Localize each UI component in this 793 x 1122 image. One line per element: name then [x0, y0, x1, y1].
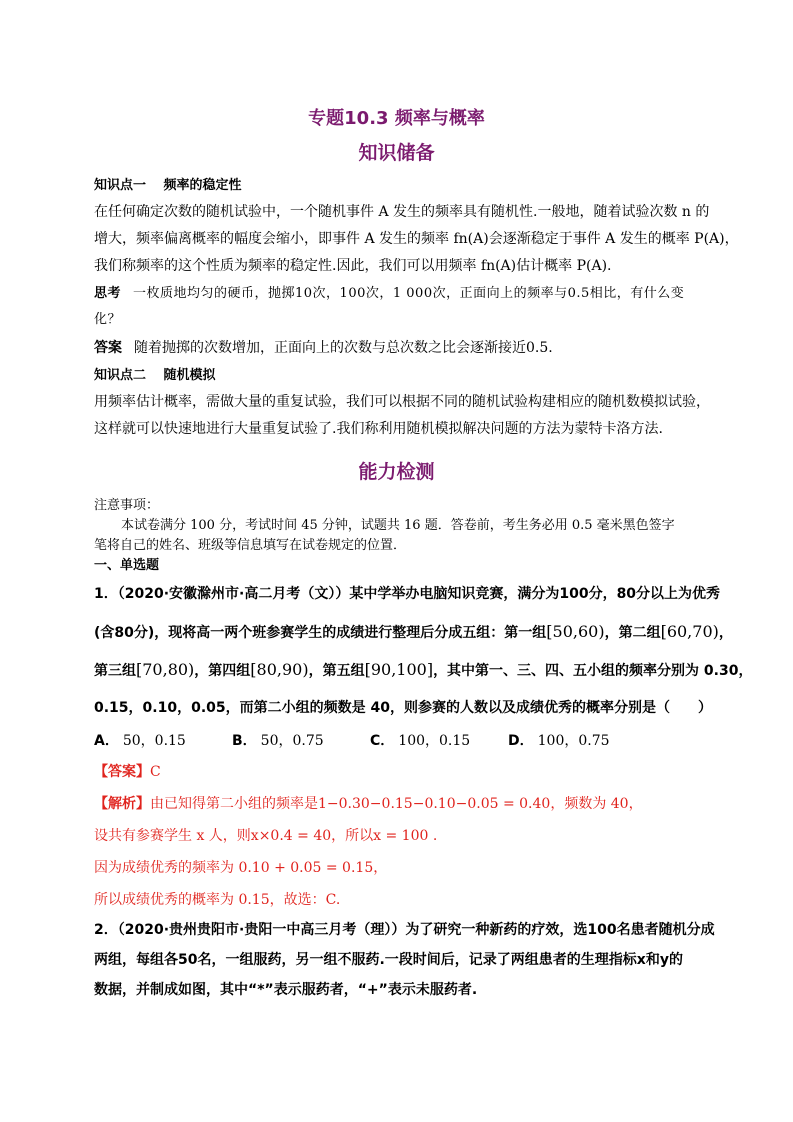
analysis-line: 【解析】由已知得第二小组的频率是1−0.30−0.15−0.10−0.05 = 0.40，频数为 40， [94, 796, 643, 812]
question-1-line: 第三组[70,80)，第四组[80,90)，第五组[90,100]，其中第一、三、四、五小组的频率分别为 0.30， [94, 660, 753, 679]
answer-label: 答案 [94, 340, 122, 356]
notes-line: 笔将自己的姓名、班级等信息填写在试卷规定的位置． [94, 538, 407, 553]
option-c[interactable]: C． 100，0.15 [370, 733, 471, 749]
knowledge-point-1-line: 增大，频率偏离概率的幅度会缩小，即事件 A 发生的频率 fn(A)会逐渐稳定于事件 A 发生的概率 P(A)， [94, 231, 739, 247]
notes-line: 本试卷满分 100 分，考试时间 45 分钟，试题共 16 题．答卷前，考生务必用 0.5 毫米黑色签字 [121, 518, 675, 533]
knowledge-point-1-line: 我们称频率的这个性质为频率的稳定性.因此，我们可以用频率 fn(A)估计概率 P(A). [94, 258, 612, 274]
question-1-line: 0.15，0.10，0.05，而第二小组的频数是 40，则参赛的人数以及成绩优秀的概率分别是（ ） [94, 700, 712, 716]
knowledge-point-2-line: 用频率估计概率，需做大量的重复试验，我们可以根据不同的随机试验构建相应的随机数模拟试验， [94, 394, 710, 410]
interval-3: [70,80) [136, 660, 195, 679]
answer-block [94, 762, 714, 782]
option-d[interactable]: D． 100，0.75 [508, 733, 610, 749]
knowledge-point-2-heading: 知识点二 随机模拟 [94, 368, 216, 383]
question-1-line: (含80分)，现将高一两个班参赛学生的成绩进行整理后分成五组：第一组[50,60)，第二组[60,70)， [94, 622, 733, 641]
analysis-line: 因为成绩优秀的频率为 0.10 + 0.05 = 0.15， [94, 860, 388, 876]
think-question [94, 284, 714, 304]
interval-4: [80,90) [250, 660, 309, 679]
answer-value: C [150, 764, 161, 780]
knowledge-point-2-line: 这样就可以快速地进行大量重复试验了.我们称利用随机模拟解决问题的方法为蒙特卡洛方法. [94, 421, 663, 437]
knowledge-point-1-line: 在任何确定次数的随机试验中，一个随机事件 A 发生的频率具有随机性.一般地，随着试验次数 n 的 [94, 204, 710, 220]
interval-2: [60,70) [660, 622, 719, 641]
question-2-line: 数据，并制成如图，其中“*”表示服药者，“+”表示未服药者. [94, 982, 478, 998]
analysis-line: 设共有参赛学生 x 人，则x×0.4 = 40，所以x = 100 . [94, 828, 438, 844]
notes-heading: 注意事项： [94, 498, 160, 513]
question-1-line: 1．（2020·安徽滁州市·高二月考（文））某中学举办电脑知识竞赛，满分为100分，80分以上为优秀 [94, 586, 721, 602]
question-2-line: 2．（2020·贵州贵阳市·贵阳一中高三月考（理））为了研究一种新药的疗效，选100名患者随机分成 [94, 922, 715, 938]
main-title: 专题10.3 频率与概率 [308, 108, 485, 129]
section-title-test: 能力检测 [358, 461, 435, 483]
section-single-choice: 一、单选题 [94, 558, 160, 573]
analysis-line: 所以成绩优秀的概率为 0.15，故选：C. [94, 892, 341, 908]
answer-line [94, 338, 714, 358]
option-a[interactable]: A． 50，0.15 [94, 733, 186, 749]
analysis-label: 【解析】 [94, 796, 150, 812]
answer-text: 随着抛掷的次数增加，正面向上的次数与总次数之比会逐渐接近0.5. [134, 340, 553, 356]
think-text: 一枚质地均匀的硬币，抛掷10次，100次，1 000次，正面向上的频率与0.5相比，有什么变 [133, 286, 685, 301]
option-b[interactable]: B． 50，0.75 [232, 733, 324, 749]
knowledge-point-1-heading: 知识点一 频率的稳定性 [94, 178, 242, 193]
question-2-line: 两组，每组各50名，一组服药，另一组不服药.一段时间后，记录了两组患者的生理指标x和y的 [94, 952, 683, 968]
think-label: 思考 [94, 286, 122, 301]
interval-5: [90,100] [364, 660, 434, 679]
think-question-cont: 化？ [94, 312, 122, 327]
section-title-knowledge: 知识储备 [358, 142, 435, 164]
interval-1: [50,60) [546, 622, 605, 641]
answer-label: 【答案】 [94, 764, 150, 780]
